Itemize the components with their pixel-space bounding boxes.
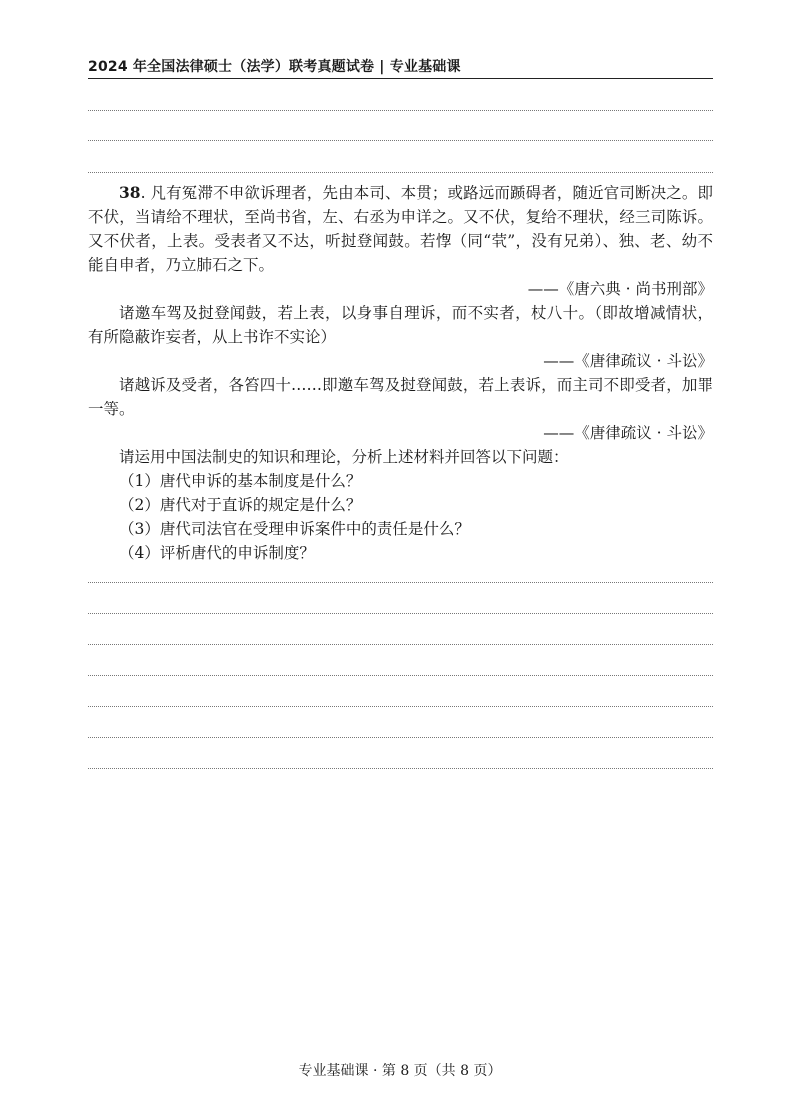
passage-1-text: . 凡有冤滞不申欲诉理者，先由本司、本贯；或路远而踬碍者，随近官司断决之。即不伏，当请给不理状，至尚书省，左、右丞为申详之。又不伏，复给不理状，经三司陈诉。又不伏者，上表。受表者又不达，听挝登闻鼓。若惸（同“茕”，没有兄弟）、独、老、幼不能自申者，乃立肺石之下。 — [88, 184, 713, 274]
answer-line — [88, 644, 713, 645]
answer-line — [88, 706, 713, 707]
question-prompt: 请运用中国法制史的知识和理论，分析上述材料并回答以下问题： — [119, 448, 569, 466]
answer-line — [88, 140, 713, 141]
page-footer: 专业基础课 · 第 8 页（共 8 页） — [298, 1063, 502, 1079]
question-38 — [88, 181, 713, 565]
answer-line — [88, 613, 713, 614]
answer-line — [88, 737, 713, 738]
question-number: 38 — [119, 183, 141, 202]
answer-line — [88, 768, 713, 769]
passage-1-source: ——《唐六典 · 尚书刑部》 — [527, 280, 713, 298]
page-header: 2024 年全国法律硕士（法学）联考真题试卷 | 专业基础课 — [88, 59, 461, 75]
answer-line — [88, 675, 713, 676]
subquestion-2: （2）唐代对于直诉的规定是什么？ — [119, 496, 362, 514]
answer-line — [88, 582, 713, 583]
answer-line — [88, 172, 713, 173]
passage-3: 诸越诉及受者，各笞四十……即邀车驾及挝登闻鼓，若上表诉，而主司不即受者，加罪一等。 — [88, 376, 713, 418]
passage-2-source: ——《唐律疏议 · 斗讼》 — [543, 352, 713, 370]
subquestion-1: （1）唐代申诉的基本制度是什么？ — [119, 472, 362, 490]
answer-line — [88, 110, 713, 111]
subquestion-4: （4）评析唐代的申诉制度？ — [119, 544, 315, 562]
passage-1 — [88, 181, 713, 277]
passage-3-source: ——《唐律疏议 · 斗讼》 — [543, 424, 713, 442]
passage-2: 诸邀车驾及挝登闻鼓，若上表，以身事自理诉，而不实者，杖八十。（即故增减情状，有所隐蔽诈妄者，从上书诈不实论） — [88, 304, 713, 346]
header-rule — [88, 78, 713, 79]
subquestion-3: （3）唐代司法官在受理申诉案件中的责任是什么？ — [119, 520, 470, 538]
